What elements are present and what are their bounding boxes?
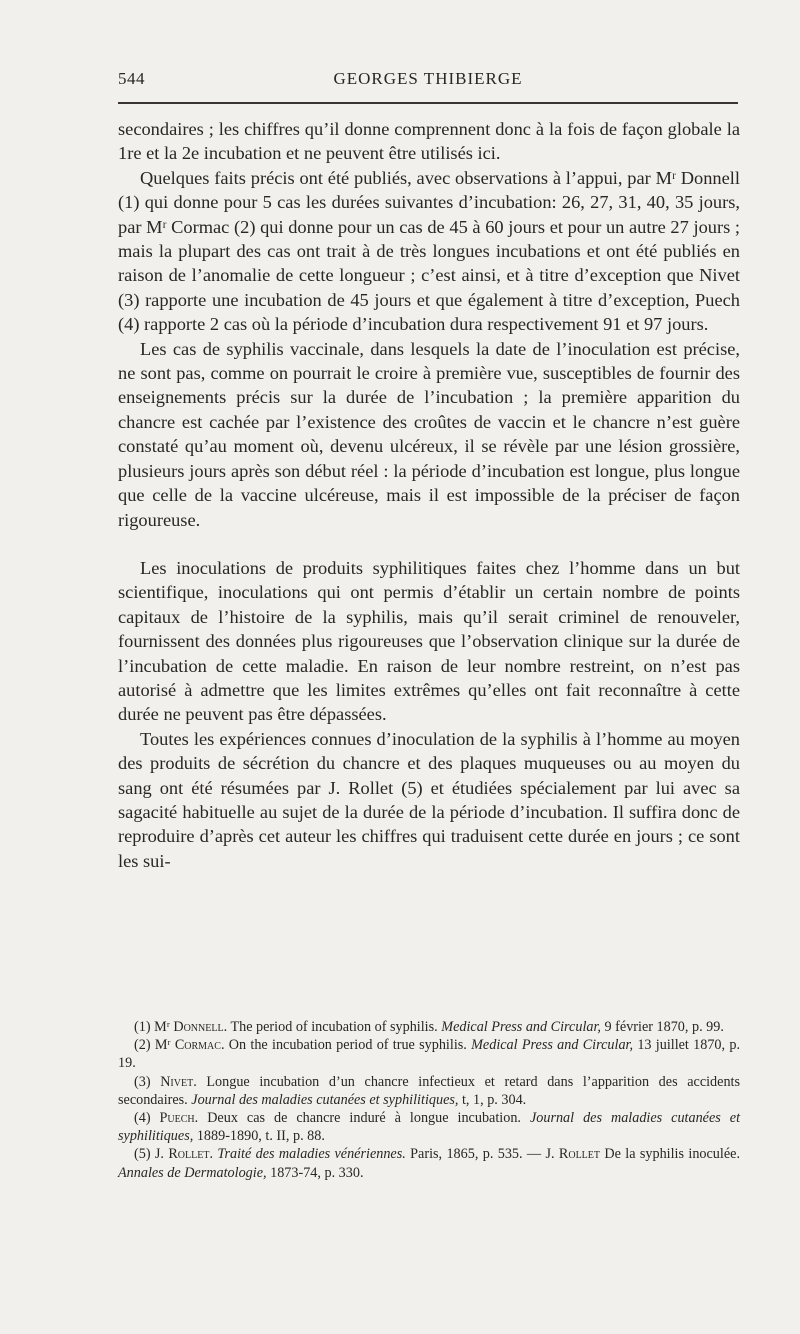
footnote-marker: (5) J.: [134, 1146, 164, 1163]
footnote-author: Donnell.: [173, 1019, 228, 1035]
footnote-3: [118, 1073, 740, 1109]
footnote-title: Longue incubation d’un chancre infectieux et retard dans l’apparition des accidents secondaires.: [118, 1073, 741, 1108]
footnote-source: Medical Press and Circular,: [441, 1019, 601, 1035]
footnote-author: Rollet.: [168, 1146, 214, 1163]
footnote-author: Cormac.: [174, 1037, 225, 1054]
footnote-author: Puech.: [159, 1110, 199, 1127]
footnote-title: The period of incubation of syphilis.: [230, 1019, 438, 1035]
paragraph-3: Les cas de syphilis vaccinale, dans lesquels la date de l’inoculation est précise, ne sont pas, comme on pourrait le croire à première vue, susceptibles de fournir des enseignements précis sur la durée de l’incubation ; la première apparition du chancre est cachée par l’existence des croûtes de vaccin et le chancre n’est guère constaté qu’au moment où, devenu ulcéreux, il se révèle par une lésion grossière, plusieurs jours après son début réel : la période d’incubation est longue, plus longue que celle de la vaccine ulcéreuse, mais il est impossible de la préciser de façon rigoureuse.: [118, 338, 740, 530]
footnote-1: [118, 1018, 740, 1036]
body-text: [118, 117, 740, 873]
footnote-source: Journal des maladies cutanées et syphilitiques,: [118, 1110, 741, 1145]
paragraph-4: Les inoculations de produits syphilitiques faites chez l’homme dans un but scientifique, inoculations qui ont permis d’établir un certain nombre de points capitaux de l’histoire de la syphilis, mais qu’il serait criminel de renouveler, fournissent des données plus rigoureuses que l’observation clinique sur la durée de l’incubation de cette maladie. En raison de leur nombre restreint, on n’est pas autorisé à admettre que les limites extrêmes qu’elles ont fait reconnaître à cette durée ne peuvent pas être dépassées.: [118, 557, 740, 725]
footnote-title: On the incubation period of true syphilis.: [228, 1037, 467, 1054]
footnote-title-2: De la syphilis inoculée.: [604, 1146, 740, 1163]
footnote-source: Traité des maladies vénériennes.: [217, 1146, 406, 1163]
footnote-details: t, 1, p. 304.: [461, 1091, 527, 1108]
footnote-2: [118, 1036, 740, 1072]
paragraph-1: secondaires ; les chiffres qu’il donne comprennent donc à la fois de façon globale la 1re et la 2e incubation et ne peuvent être utilisés ici.: [118, 119, 740, 164]
footnote-author-2: Rollet: [558, 1146, 601, 1163]
footnote-marker: (2) Mʳ: [134, 1037, 171, 1054]
footnote-source: Medical Press and Circular,: [471, 1037, 634, 1054]
header-rule: [118, 102, 738, 104]
footnote-5: [118, 1145, 740, 1181]
footnote-details: 9 février 1870, p. 99.: [604, 1019, 724, 1035]
footnote-source-2: Annales de Dermatologie,: [118, 1164, 267, 1181]
footnote-details: 13 juillet 1870, p. 19.: [118, 1037, 740, 1072]
footnote-source: Journal des maladies cutanées et syphilitiques,: [191, 1091, 459, 1108]
footnote-details: 1889-1890, t. II, p. 88.: [196, 1128, 325, 1145]
running-head: GEORGES THIBIERGE: [333, 69, 523, 88]
paragraph-5: Toutes les expériences connues d’inoculation de la syphilis à l’homme au moyen des produits de sécrétion du chancre et des plaques muqueuses ou au moyen du sang ont été résumées par J. Rollet (5) et étudiées spécialement par lui avec sa sagacité habituelle au sujet de la durée de la période d’incubation. Il suffira donc de reproduire d’après cet auteur les chiffres qui traduisent cette durée en jours ; ce sont les sui-: [118, 728, 740, 871]
footnote-author: Nivet.: [160, 1073, 197, 1090]
footnote-details-2: 1873-74, p. 330.: [270, 1164, 364, 1181]
footnote-marker: (4): [134, 1110, 151, 1127]
footnote-4: [118, 1109, 740, 1145]
footnote-title: Deux cas de chancre induré à longue incubation.: [207, 1110, 521, 1127]
page-header: [118, 69, 738, 93]
paragraph-2: Quelques faits précis ont été publiés, avec observations à l’appui, par Mʳ Donnell (1) qui donne pour 5 cas les durées suivantes d’incubation: 26, 27, 31, 40, 35 jours, par Mʳ Cormac (2) qui donne pour un cas de 45 à 60 jours et pour un autre 27 jours ; mais la plupart des cas ont trait à de très longues incubations et ont été publiés en raison de l’anomalie de cette longueur ; c’est ainsi, et à titre d’exception que Nivet (3) rapporte une incubation de 45 jours et que également à titre d’exception, Puech (4) rapporte 2 cas où la période d’incubation dura respectivement 91 et 97 jours.: [118, 167, 740, 335]
footnotes: [118, 1018, 740, 1182]
footnote-marker: (1) Mʳ: [134, 1019, 170, 1035]
page-number: 544: [118, 69, 145, 88]
footnote-details: Paris, 1865, p. 535. — J.: [410, 1146, 555, 1163]
footnote-marker: (3): [134, 1073, 151, 1090]
